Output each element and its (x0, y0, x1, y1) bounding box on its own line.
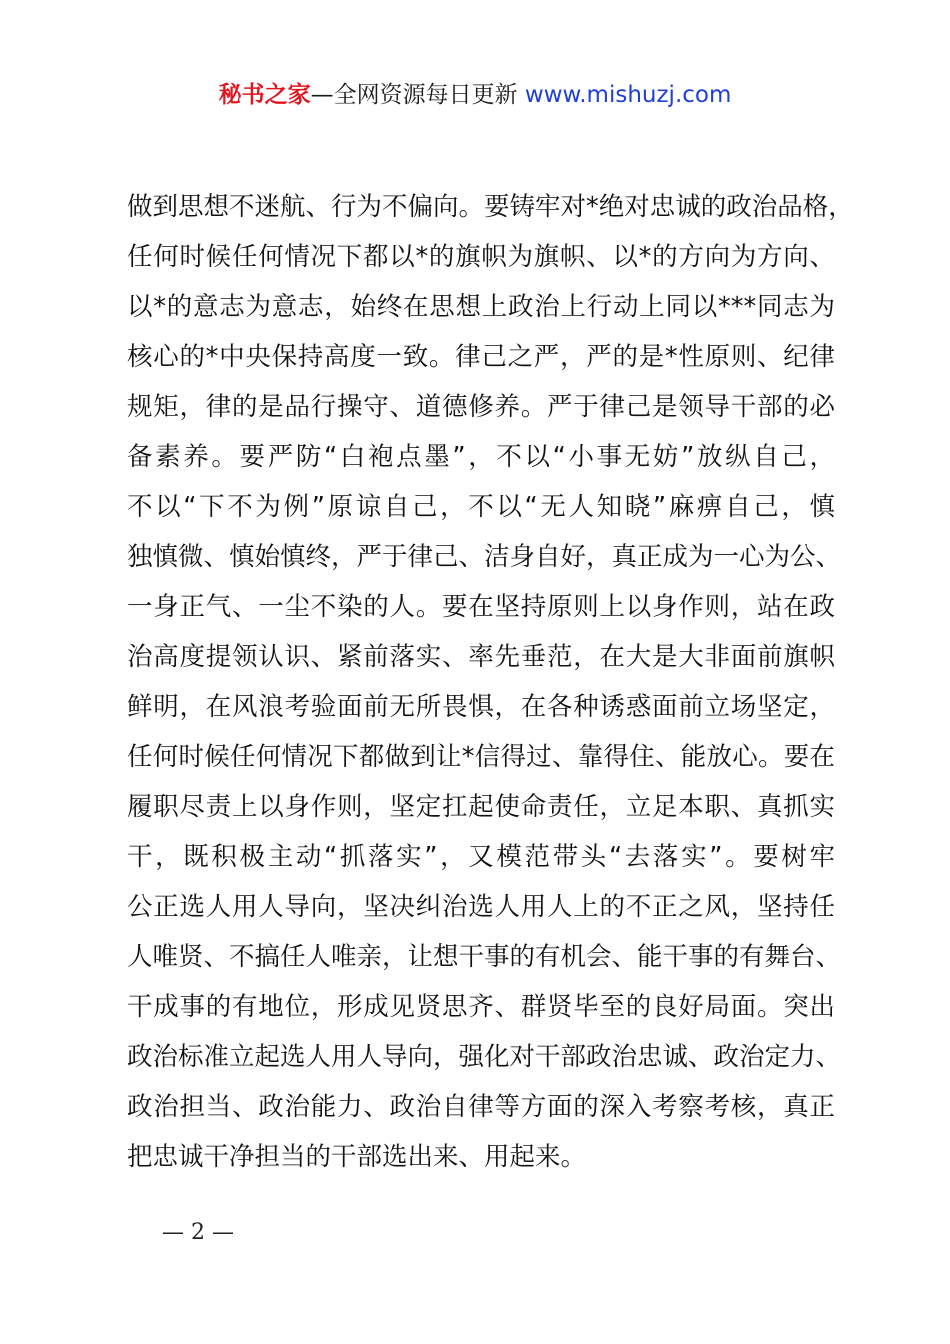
text-line: 以*的意志为意志，始终在思想上政治上行动上同以***同志为 (127, 292, 835, 322)
text-line: 鲜明，在风浪考验面前无所畏惧，在各种诱惑面前立场坚定， (127, 692, 835, 722)
text-line: 任何时候任何情况下都做到让*信得过、靠得住、能放心。要在 (127, 742, 835, 772)
body-paragraph (127, 182, 854, 1182)
text-line: 干，既积极主动“抓落实”，又模范带头“去落实”。要树牢 (127, 842, 835, 872)
header-tagline: —全网资源每日更新 (310, 82, 518, 108)
text-line: 备素养。要严防“白袍点墨”，不以“小事无妨”放纵自己， (127, 442, 835, 472)
text-line: 公正选人用人导向，坚决纠治选人用人上的不正之风，坚持任 (127, 892, 835, 922)
text-line: 人唯贤、不搞任人唯亲，让想干事的有机会、能干事的有舞台、 (127, 942, 842, 972)
site-url-link[interactable]: www.mishuzj.com (524, 82, 732, 108)
page-number: — 2 — (162, 1220, 234, 1245)
text-line: 核心的*中央保持高度一致。律己之严，严的是*性原则、纪律 (127, 342, 835, 372)
text-line: 把忠诚干净担当的干部选出来、用起来。 (127, 1142, 587, 1172)
text-line: 履职尽责上以身作则，坚定扛起使命责任，立足本职、真抓实 (127, 792, 835, 822)
brand-name: 秘书之家 (218, 82, 311, 108)
text-line: 治高度提领认识、紧前落实、率先垂范，在大是大非面前旗帜 (127, 642, 835, 672)
text-line: 一身正气、一尘不染的人。要在坚持原则上以身作则，站在政 (127, 592, 835, 622)
text-line: 政治标准立起选人用人导向，强化对干部政治忠诚、政治定力、 (127, 1042, 842, 1072)
page-header (0, 78, 950, 112)
text-line: 做到思想不迷航、行为不偏向。要铸牢对*绝对忠诚的政治品格， (127, 192, 854, 222)
text-line: 干成事的有地位，形成见贤思齐、群贤毕至的良好局面。突出 (127, 992, 835, 1022)
text-line: 规矩，律的是品行操守、道德修养。严于律己是领导干部的必 (127, 392, 835, 422)
text-line: 不以“下不为例”原谅自己，不以“无人知晓”麻痹自己，慎 (127, 492, 835, 522)
text-line: 独慎微、慎始慎终，严于律己、洁身自好，真正成为一心为公、 (127, 542, 842, 572)
text-line: 政治担当、政治能力、政治自律等方面的深入考察考核，真正 (127, 1092, 835, 1122)
text-line: 任何时候任何情况下都以*的旗帜为旗帜、以*的方向为方向、 (127, 242, 835, 272)
